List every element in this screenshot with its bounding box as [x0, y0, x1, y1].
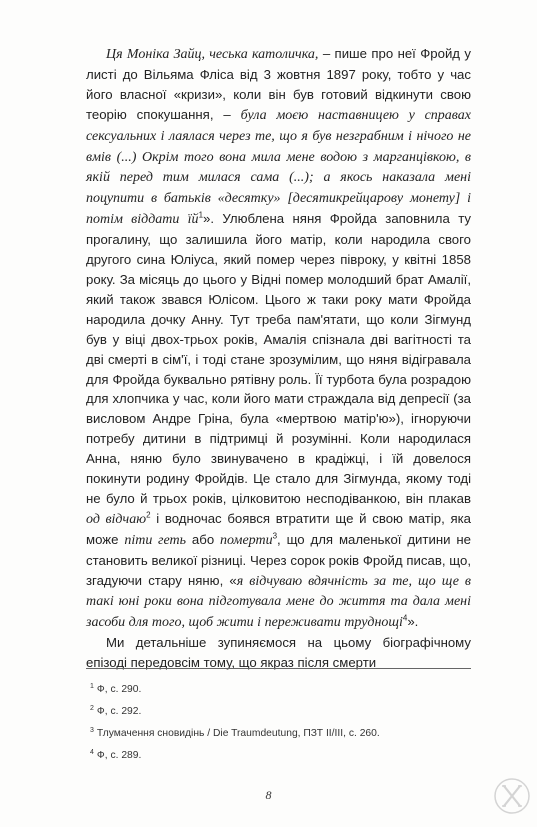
footnotes	[86, 683, 471, 771]
text-run: , що для маленької дитини не становить великої різниці. Через сорок років Фройд писав, що, згадуючи стару няню, «	[86, 531, 471, 588]
italic-text: Ця Моніка Зайц, чеська католичка,	[106, 47, 319, 62]
x-logo-icon	[492, 776, 532, 816]
footnote-ref: 1	[198, 210, 204, 220]
footnote-3: $^3$ Тлумачення сновидінь / Die Traumdeutung, ПЗТ II/III, с. 260.	[90, 726, 380, 739]
italic-text: піти геть	[124, 532, 187, 548]
body-text	[86, 44, 471, 673]
paragraph-1	[86, 44, 471, 633]
text-run: або	[186, 531, 221, 547]
footnote-2: $^2$ Ф, с. 292.	[90, 704, 142, 717]
footnote-ref: 4	[402, 613, 408, 623]
italic-text: од відчаю	[86, 511, 147, 527]
footnote-ref: 2	[146, 510, 151, 520]
page-number: 8	[265, 788, 272, 802]
text-run: ».	[407, 614, 419, 630]
text-run: Ми детальніше зупиняємося на цьому біографічному епізоді передовсім тому, що якраз після смерти	[86, 635, 471, 671]
text-run: і водночас боявся втратити ще й свою матір, яка може	[86, 510, 471, 547]
footnote-4: $^4$ Ф, с. 289.	[90, 748, 142, 761]
text-run: ». Улюблена няня Фройда заповнила ту прогалину, що залишила його матір, коли народила свого другого сина Юліуса, який помер через півроку, у квітні 1858 року. За місяць до цього у Відні помер молодший брат Амалії, який також звався Юлісом. Цього ж таки року мати Фройда народила дочку Анну. Тут треба пам'ятати, що коли Зігмунд був у віці двох-трьох років, Амалія спізнала дві вагітності та дві смерті в сім'ї, і тоді стане зрозумілим, що няня відігравала для Фройда буквально рятівну роль. Її турбота була розрадою для хлопчика у час, коли його мати страждала від депресії (за висловом Андре Гріна, була «мертвою матір'ю»), ігноруючи потребу дитини в підтримці й розумінні. Коли народилася Анна, няню було звинувачено в крадіжці, і їй довелося покинути родину Фройдів. Це стало для Зігмунда, якому тоді не було й трьох років, цілковитою несподіванкою, він плакав	[86, 211, 471, 506]
footnote-1: $^1$ Ф, с. 290.	[90, 682, 142, 695]
footnote-divider	[86, 668, 471, 669]
italic-text: була моєю наставницею у справах сексуальних і лаялася через те, що я був незграбним і нічого не вмів (...) Окрім того вона мила мене водою з марганцівкою, в якій перед тим милася сама (...); а якось наказала мені поцупити в батьків «десятку» [десятикрейцарову монету] і потім віддати їй	[86, 107, 472, 228]
footnote-ref: 3	[272, 531, 278, 541]
italic-text: я відчуваю вдячність за те, що ще в такі юні роки вона підготувала мене до життя та дала мені засоби для того, щоб жити і переживати труднощі	[86, 573, 471, 631]
text-run: – пише про неї Фройд у листі до Вільяма Фліса від 3 жовтня 1897 року, тобто у час його власної «кризи», коли він був готовий відкинути свою теорію спокушання, –	[86, 46, 471, 122]
italic-text: померти	[220, 532, 273, 548]
